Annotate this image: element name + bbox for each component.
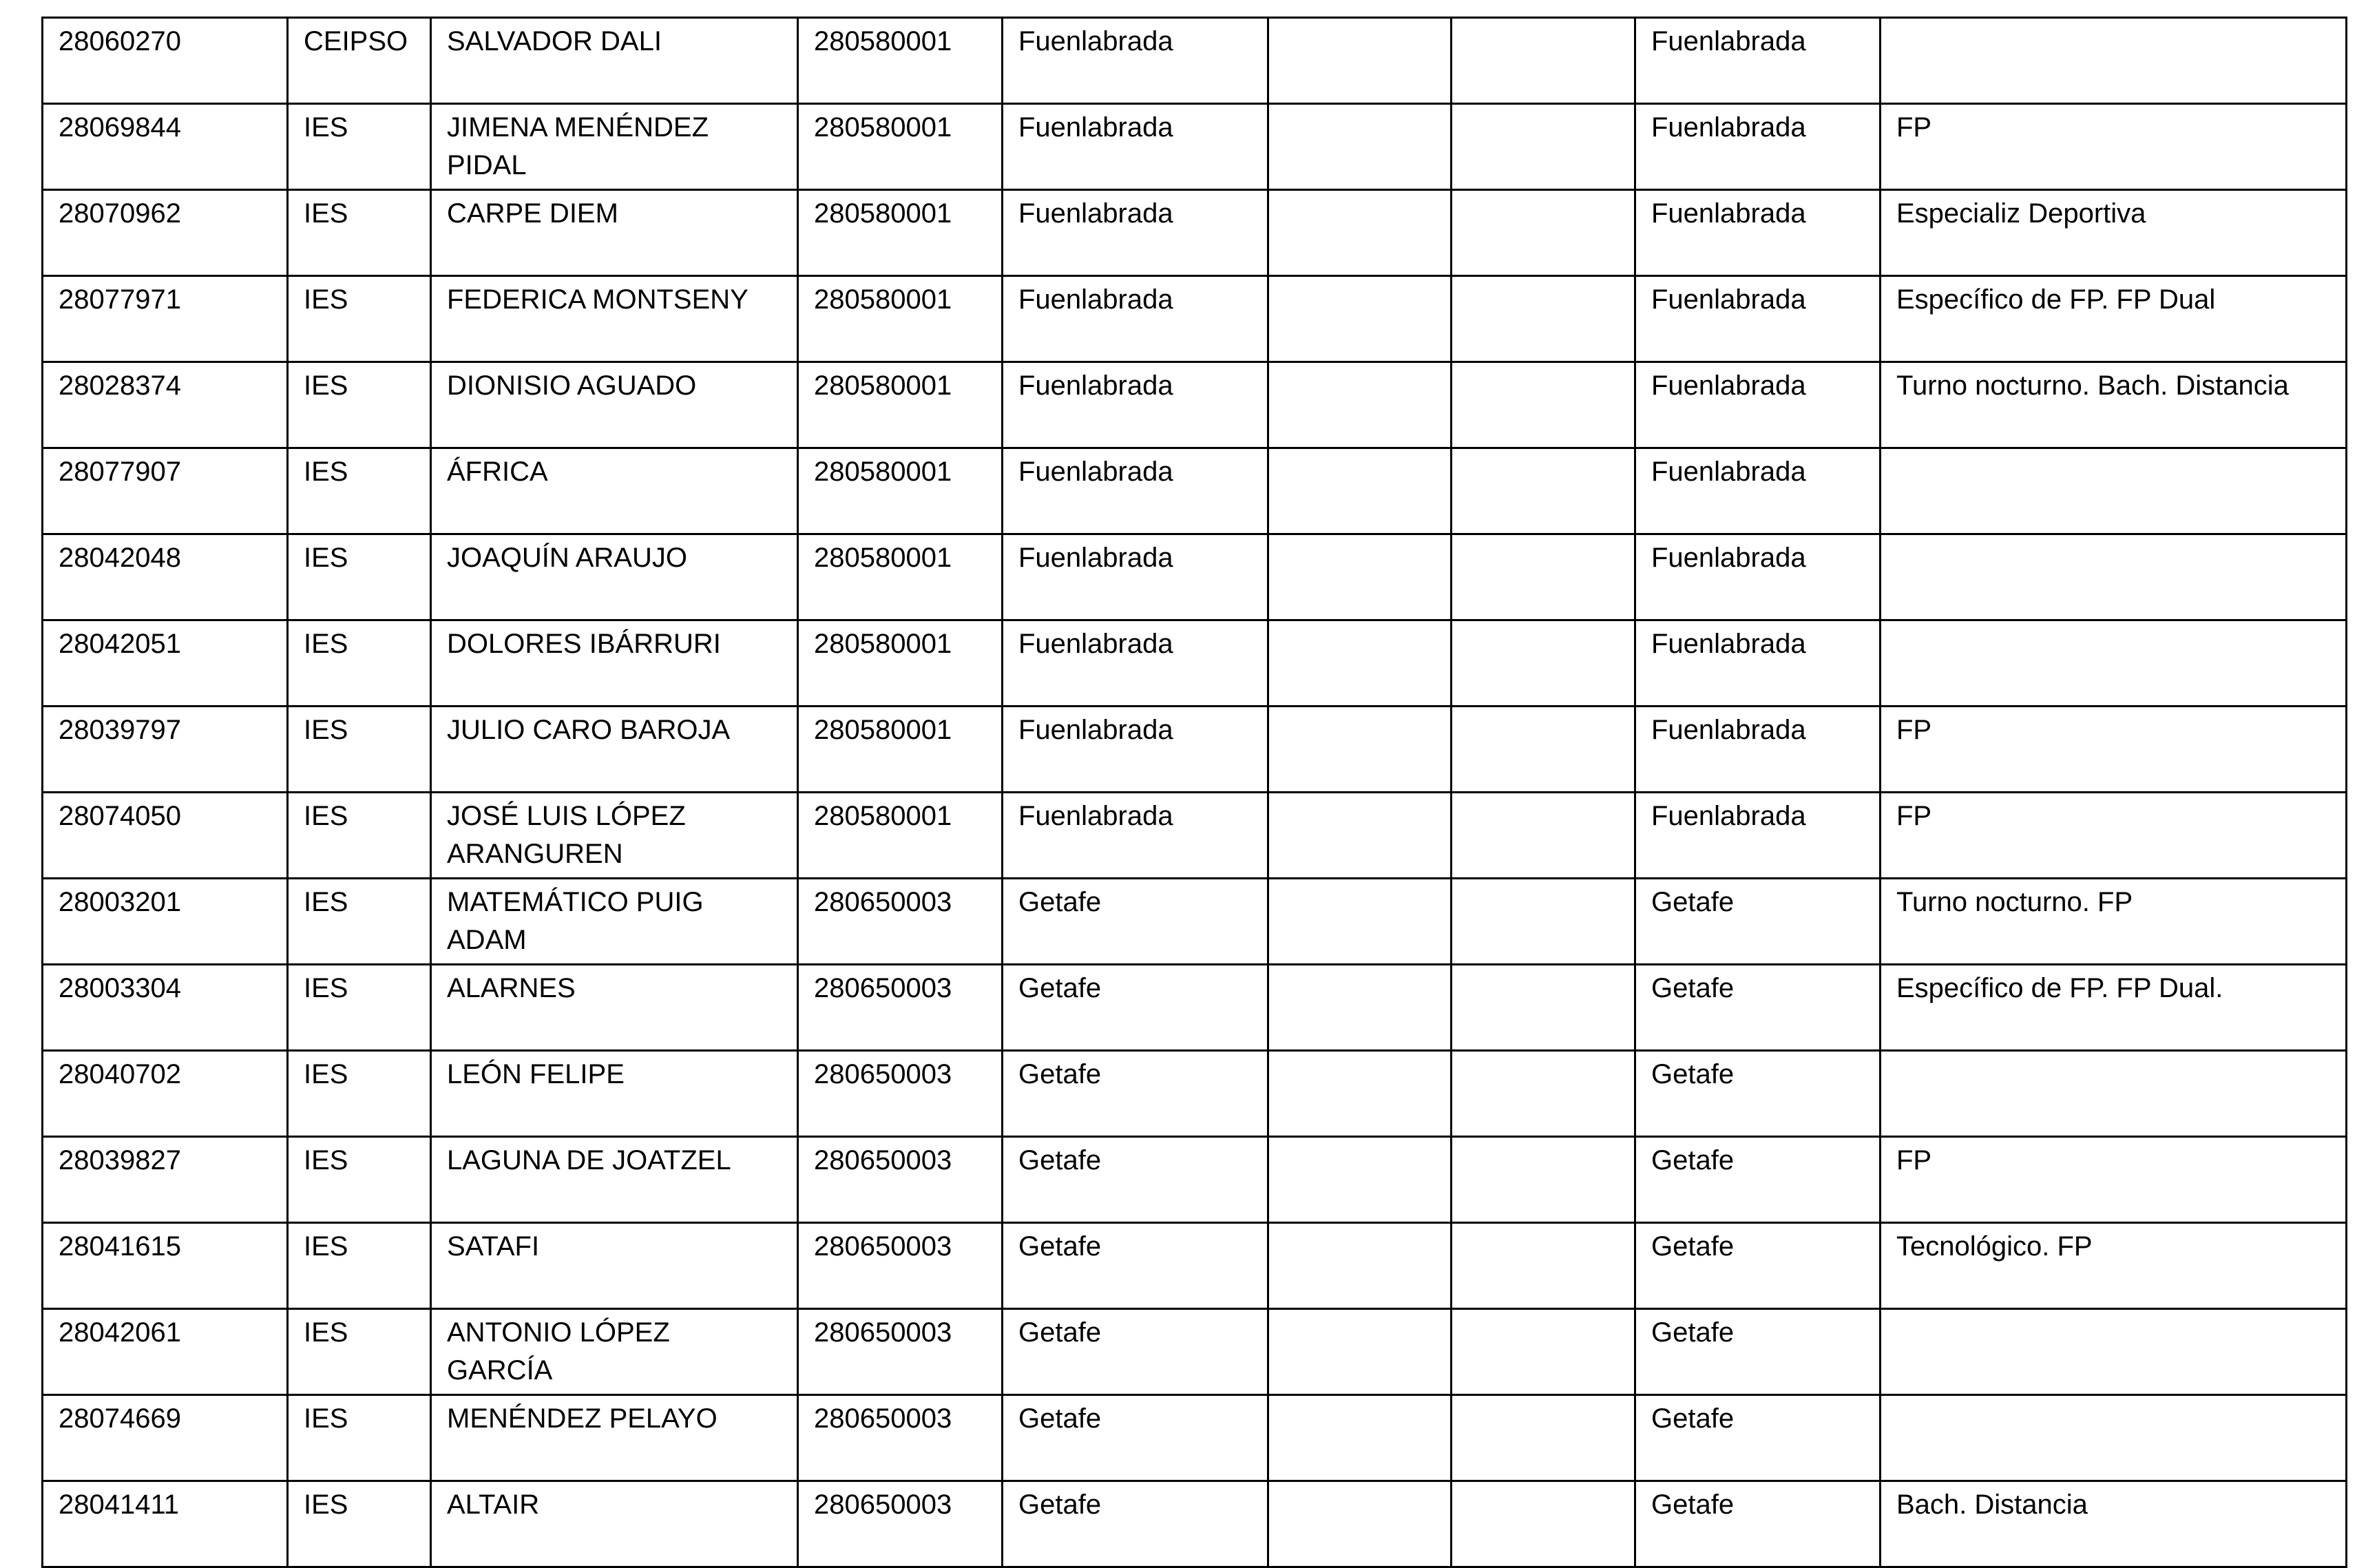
cell-center-name: JOSÉ LUIS LÓPEZ ARANGUREN <box>431 793 798 879</box>
cell-center-code: 28070962 <box>43 190 288 276</box>
cell-center-type: IES <box>288 620 431 707</box>
cell-municipality: Fuenlabrada <box>1003 793 1268 879</box>
cell-municipality: Fuenlabrada <box>1003 448 1268 534</box>
cell-extra-1 <box>1268 879 1452 965</box>
cell-center-code: 28069844 <box>43 104 288 190</box>
cell-center-code: 28040702 <box>43 1051 288 1137</box>
cell-center-name: CARPE DIEM <box>431 190 798 276</box>
cell-notes: FP <box>1881 707 2347 793</box>
cell-center-name: JIMENA MENÉNDEZ PIDAL <box>431 104 798 190</box>
cell-center-name: JULIO CARO BAROJA <box>431 707 798 793</box>
table-row <box>43 534 2347 620</box>
table-body <box>43 18 2347 1567</box>
cell-notes <box>1881 620 2347 707</box>
cell-notes: Turno nocturno. Bach. Distancia <box>1881 362 2347 448</box>
cell-extra-1 <box>1268 104 1452 190</box>
cell-center-name: JOAQUÍN ARAUJO <box>431 534 798 620</box>
cell-center-code: 28041411 <box>43 1481 288 1567</box>
table-row <box>43 1395 2347 1481</box>
cell-area-code: 280650003 <box>798 1137 1003 1223</box>
cell-municipality: Getafe <box>1003 965 1268 1051</box>
cell-extra-2 <box>1452 362 1635 448</box>
cell-extra-2 <box>1452 1395 1635 1481</box>
cell-extra-1 <box>1268 1051 1452 1137</box>
cell-locality: Getafe <box>1635 1051 1881 1137</box>
cell-area-code: 280580001 <box>798 104 1003 190</box>
table-row <box>43 362 2347 448</box>
cell-locality: Fuenlabrada <box>1635 18 1881 104</box>
cell-extra-1 <box>1268 276 1452 362</box>
cell-extra-2 <box>1452 1481 1635 1567</box>
cell-extra-2 <box>1452 534 1635 620</box>
table-row <box>43 707 2347 793</box>
cell-extra-2 <box>1452 793 1635 879</box>
cell-extra-2 <box>1452 18 1635 104</box>
cell-center-type: IES <box>288 707 431 793</box>
cell-center-code: 28077971 <box>43 276 288 362</box>
table-row <box>43 276 2347 362</box>
cell-notes: Especializ Deportiva <box>1881 190 2347 276</box>
cell-center-name: DIONISIO AGUADO <box>431 362 798 448</box>
table-row <box>43 448 2347 534</box>
cell-center-type: IES <box>288 190 431 276</box>
cell-notes: Tecnológico. FP <box>1881 1223 2347 1309</box>
table-row <box>43 620 2347 707</box>
cell-center-name: ÁFRICA <box>431 448 798 534</box>
cell-municipality: Fuenlabrada <box>1003 104 1268 190</box>
cell-municipality: Fuenlabrada <box>1003 707 1268 793</box>
cell-municipality: Getafe <box>1003 1481 1268 1567</box>
cell-center-name: MENÉNDEZ PELAYO <box>431 1395 798 1481</box>
cell-area-code: 280650003 <box>798 1395 1003 1481</box>
cell-area-code: 280580001 <box>798 620 1003 707</box>
cell-center-code: 28041615 <box>43 1223 288 1309</box>
cell-locality: Fuenlabrada <box>1635 793 1881 879</box>
cell-area-code: 280580001 <box>798 793 1003 879</box>
cell-center-name: FEDERICA MONTSENY <box>431 276 798 362</box>
cell-center-type: IES <box>288 1223 431 1309</box>
cell-center-code: 28039797 <box>43 707 288 793</box>
cell-center-name: ANTONIO LÓPEZ GARCÍA <box>431 1309 798 1395</box>
cell-extra-1 <box>1268 793 1452 879</box>
cell-area-code: 280650003 <box>798 1051 1003 1137</box>
cell-center-type: IES <box>288 1309 431 1395</box>
cell-locality: Fuenlabrada <box>1635 448 1881 534</box>
cell-area-code: 280650003 <box>798 1481 1003 1567</box>
cell-notes: FP <box>1881 1137 2347 1223</box>
cell-notes <box>1881 534 2347 620</box>
cell-center-type: IES <box>288 1481 431 1567</box>
cell-center-code: 28042051 <box>43 620 288 707</box>
cell-center-type: IES <box>288 448 431 534</box>
cell-municipality: Getafe <box>1003 1051 1268 1137</box>
cell-notes <box>1881 1309 2347 1395</box>
cell-center-type: IES <box>288 1395 431 1481</box>
cell-area-code: 280650003 <box>798 1223 1003 1309</box>
schools-table <box>41 17 2347 1568</box>
cell-locality: Getafe <box>1635 965 1881 1051</box>
cell-extra-1 <box>1268 1137 1452 1223</box>
cell-municipality: Getafe <box>1003 1395 1268 1481</box>
cell-extra-1 <box>1268 1395 1452 1481</box>
table-row <box>43 1481 2347 1567</box>
table-row <box>43 190 2347 276</box>
cell-extra-2 <box>1452 104 1635 190</box>
cell-notes: Específico de FP. FP Dual <box>1881 276 2347 362</box>
table-row <box>43 1223 2347 1309</box>
cell-center-type: IES <box>288 534 431 620</box>
cell-locality: Getafe <box>1635 1223 1881 1309</box>
table-row <box>43 965 2347 1051</box>
cell-center-type: IES <box>288 879 431 965</box>
cell-area-code: 280580001 <box>798 276 1003 362</box>
cell-area-code: 280650003 <box>798 965 1003 1051</box>
cell-center-code: 28074669 <box>43 1395 288 1481</box>
cell-notes <box>1881 448 2347 534</box>
cell-notes: FP <box>1881 104 2347 190</box>
cell-center-type: IES <box>288 793 431 879</box>
cell-notes: Bach. Distancia <box>1881 1481 2347 1567</box>
cell-extra-1 <box>1268 620 1452 707</box>
cell-notes <box>1881 1051 2347 1137</box>
cell-locality: Fuenlabrada <box>1635 534 1881 620</box>
cell-notes: Turno nocturno. FP <box>1881 879 2347 965</box>
cell-extra-2 <box>1452 190 1635 276</box>
cell-locality: Fuenlabrada <box>1635 707 1881 793</box>
cell-municipality: Fuenlabrada <box>1003 276 1268 362</box>
cell-municipality: Fuenlabrada <box>1003 362 1268 448</box>
cell-center-type: CEIPSO <box>288 18 431 104</box>
cell-extra-1 <box>1268 448 1452 534</box>
cell-extra-2 <box>1452 965 1635 1051</box>
cell-extra-2 <box>1452 620 1635 707</box>
cell-center-name: LAGUNA DE JOATZEL <box>431 1137 798 1223</box>
cell-extra-1 <box>1268 190 1452 276</box>
cell-center-code: 28003201 <box>43 879 288 965</box>
cell-center-name: SATAFI <box>431 1223 798 1309</box>
cell-center-name: ALTAIR <box>431 1481 798 1567</box>
cell-extra-2 <box>1452 1051 1635 1137</box>
table-row <box>43 1309 2347 1395</box>
cell-notes: FP <box>1881 793 2347 879</box>
cell-area-code: 280580001 <box>798 707 1003 793</box>
cell-center-name: ALARNES <box>431 965 798 1051</box>
cell-extra-1 <box>1268 1481 1452 1567</box>
cell-locality: Fuenlabrada <box>1635 190 1881 276</box>
table-row <box>43 104 2347 190</box>
cell-locality: Fuenlabrada <box>1635 276 1881 362</box>
table-row <box>43 793 2347 879</box>
cell-locality: Getafe <box>1635 1395 1881 1481</box>
cell-locality: Fuenlabrada <box>1635 362 1881 448</box>
cell-extra-2 <box>1452 448 1635 534</box>
cell-center-code: 28003304 <box>43 965 288 1051</box>
cell-center-type: IES <box>288 276 431 362</box>
cell-extra-1 <box>1268 362 1452 448</box>
cell-center-code: 28042048 <box>43 534 288 620</box>
cell-area-code: 280650003 <box>798 879 1003 965</box>
cell-area-code: 280580001 <box>798 190 1003 276</box>
cell-center-type: IES <box>288 965 431 1051</box>
cell-municipality: Fuenlabrada <box>1003 620 1268 707</box>
cell-center-name: LEÓN FELIPE <box>431 1051 798 1137</box>
cell-extra-2 <box>1452 1223 1635 1309</box>
cell-area-code: 280580001 <box>798 534 1003 620</box>
cell-municipality: Getafe <box>1003 1309 1268 1395</box>
cell-area-code: 280650003 <box>798 1309 1003 1395</box>
cell-center-code: 28074050 <box>43 793 288 879</box>
cell-municipality: Fuenlabrada <box>1003 18 1268 104</box>
cell-municipality: Fuenlabrada <box>1003 534 1268 620</box>
cell-center-code: 28077907 <box>43 448 288 534</box>
cell-area-code: 280580001 <box>798 18 1003 104</box>
cell-area-code: 280580001 <box>798 448 1003 534</box>
cell-extra-2 <box>1452 707 1635 793</box>
table-row <box>43 879 2347 965</box>
cell-locality: Getafe <box>1635 1309 1881 1395</box>
cell-center-type: IES <box>288 362 431 448</box>
cell-center-name: MATEMÁTICO PUIG ADAM <box>431 879 798 965</box>
cell-center-name: SALVADOR DALI <box>431 18 798 104</box>
cell-extra-1 <box>1268 18 1452 104</box>
cell-center-type: IES <box>288 1137 431 1223</box>
table-row <box>43 1051 2347 1137</box>
cell-locality: Getafe <box>1635 879 1881 965</box>
cell-extra-1 <box>1268 1223 1452 1309</box>
cell-locality: Fuenlabrada <box>1635 104 1881 190</box>
cell-extra-1 <box>1268 1309 1452 1395</box>
table-row <box>43 18 2347 104</box>
cell-locality: Getafe <box>1635 1137 1881 1223</box>
cell-extra-1 <box>1268 707 1452 793</box>
cell-municipality: Fuenlabrada <box>1003 190 1268 276</box>
cell-center-code: 28039827 <box>43 1137 288 1223</box>
cell-municipality: Getafe <box>1003 1137 1268 1223</box>
table-row <box>43 1137 2347 1223</box>
cell-notes <box>1881 1395 2347 1481</box>
cell-center-code: 28060270 <box>43 18 288 104</box>
cell-municipality: Getafe <box>1003 879 1268 965</box>
cell-notes: Específico de FP. FP Dual. <box>1881 965 2347 1051</box>
cell-locality: Fuenlabrada <box>1635 620 1881 707</box>
cell-extra-2 <box>1452 879 1635 965</box>
cell-center-type: IES <box>288 1051 431 1137</box>
cell-center-name: DOLORES IBÁRRURI <box>431 620 798 707</box>
cell-extra-1 <box>1268 534 1452 620</box>
cell-extra-2 <box>1452 276 1635 362</box>
cell-extra-2 <box>1452 1137 1635 1223</box>
cell-municipality: Getafe <box>1003 1223 1268 1309</box>
cell-center-type: IES <box>288 104 431 190</box>
cell-center-code: 28028374 <box>43 362 288 448</box>
cell-extra-1 <box>1268 965 1452 1051</box>
cell-extra-2 <box>1452 1309 1635 1395</box>
cell-locality: Getafe <box>1635 1481 1881 1567</box>
cell-notes <box>1881 18 2347 104</box>
cell-center-code: 28042061 <box>43 1309 288 1395</box>
cell-area-code: 280580001 <box>798 362 1003 448</box>
